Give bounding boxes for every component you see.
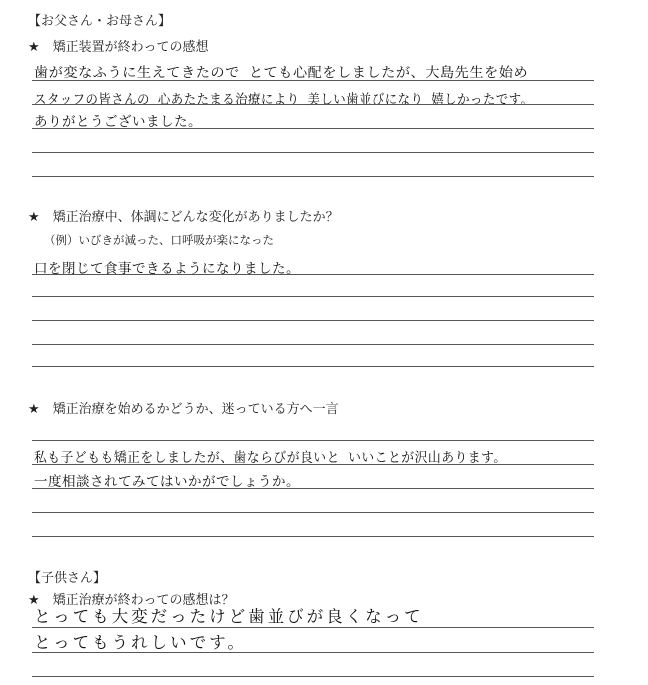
answer-1-line-2: スタッフの皆さんの 心あたたまる治療により 美しい歯並びになり 嬉しかったです。 bbox=[34, 92, 534, 108]
answer-1-line-1: 歯が変なふうに生えてきたので とても心配をしましたが、大島先生を始め bbox=[34, 65, 529, 81]
rule bbox=[32, 344, 594, 345]
question-2-label: ★ 矯正治療中、体調にどんな変化がありましたか？ bbox=[28, 210, 339, 225]
rule bbox=[32, 676, 594, 677]
rule bbox=[32, 464, 594, 465]
parents-header: 【お父さん・お母さん】 bbox=[28, 14, 172, 29]
question-1-label: ★ 矯正装置が終わっての感想 bbox=[28, 40, 209, 55]
rule bbox=[32, 652, 594, 653]
child-question-1-label: ★ 矯正治療が終わっての感想は？ bbox=[28, 593, 235, 608]
rule bbox=[32, 104, 594, 105]
rule bbox=[32, 152, 594, 153]
rule bbox=[32, 176, 594, 177]
rule bbox=[32, 320, 594, 321]
rule bbox=[32, 512, 594, 513]
child-answer-line-2: とってもうれしいです。 bbox=[34, 633, 247, 652]
answer-2-line-1: 口を閉じて食事できるようになりました。 bbox=[34, 261, 300, 277]
child-answer-line-1: とっても大変だったけど歯並びが良くなって bbox=[34, 607, 424, 626]
answer-3-line-1: 私も子どもも矯正をしましたが、歯ならびが良いと いいことが沢山あります。 bbox=[34, 450, 507, 466]
rule bbox=[32, 536, 594, 537]
rule bbox=[32, 296, 594, 297]
rule bbox=[32, 128, 594, 129]
answer-1-line-3: ありがとうございました。 bbox=[34, 114, 202, 130]
rule bbox=[32, 80, 594, 81]
question-2-example: （例）いびきが減った、口呼吸が楽になった bbox=[44, 233, 274, 247]
question-3-label: ★ 矯正治療を始めるかどうか、迷っている方へ一言 bbox=[28, 402, 339, 417]
rule bbox=[32, 274, 594, 275]
rule bbox=[32, 627, 594, 628]
rule bbox=[32, 366, 594, 367]
child-header: 【子供さん】 bbox=[28, 571, 107, 586]
rule bbox=[32, 488, 594, 489]
answer-3-line-2: 一度相談されてみてはいかがでしょうか。 bbox=[34, 474, 300, 490]
rule bbox=[32, 440, 594, 441]
